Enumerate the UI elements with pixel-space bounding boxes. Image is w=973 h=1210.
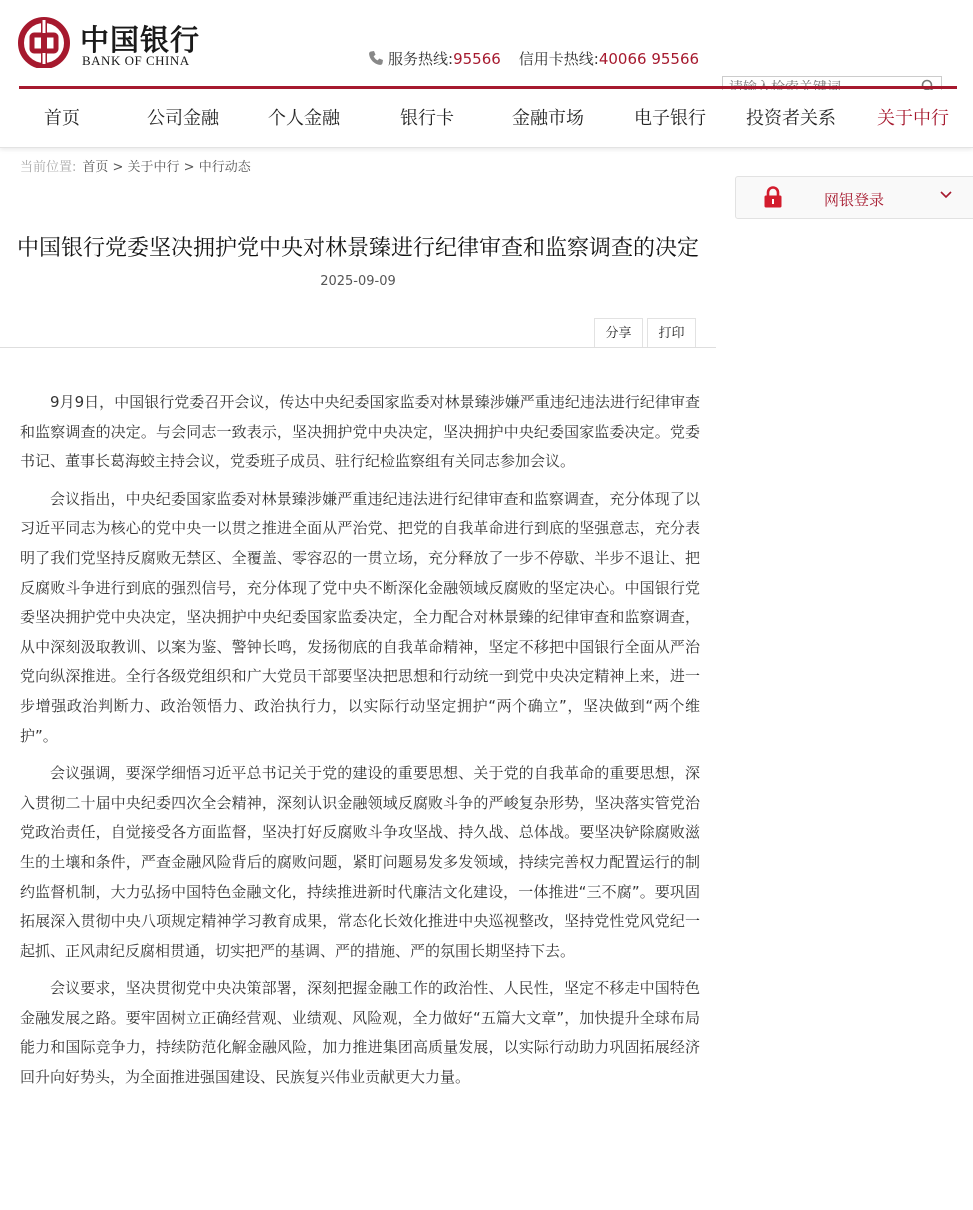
credit-hotline-number: 40066 95566 xyxy=(598,50,700,68)
article-paragraph: 会议要求，坚决贯彻党中央决策部署，深刻把握金融工作的政治性、人民性，坚定不移走中国特色金融发展之路。要牢固树立正确经营观、业绩观、风险观，全力做好“五篇大文章”，加快提升全球布局能力和国际竞争力，持续防范化解金融风险，加力推进集团高质量发展，以实际行动助力巩固拓展经济回升向好势头，为全面推进强国建设、民族复兴伟业贡献更大力量。 xyxy=(20,979,700,1087)
print-button[interactable]: 打印 xyxy=(647,318,696,348)
lock-icon xyxy=(763,186,783,208)
logo-chinese-name: 中国银行 xyxy=(80,23,201,57)
article-divider xyxy=(0,347,716,348)
nav-item-home[interactable]: 首页 xyxy=(44,108,80,129)
online-banking-login[interactable] xyxy=(735,176,973,219)
breadcrumb-path[interactable]: 首页 > 关于中行 > 中行动态 xyxy=(82,160,251,175)
breadcrumb-label: 当前位置: xyxy=(20,160,77,175)
share-button[interactable]: 分享 xyxy=(594,318,643,348)
nav-item-about[interactable]: 关于中行 xyxy=(877,108,949,129)
hotline-bar xyxy=(368,48,699,69)
article-paragraph: 9月9日，中国银行党委召开会议，传达中央纪委国家监委对林景臻涉嫌严重违纪违法进行纪律审查和监察调查的决定。与会同志一致表示，坚决拥护党中央决定，坚决拥护中央纪委国家监委决定。党委书记、董事长葛海蛟主持会议，党委班子成员、驻行纪检监察组有关同志参加会议。 xyxy=(20,393,700,471)
nav-item-ebanking[interactable]: 电子银行 xyxy=(634,108,706,129)
nav-item-personal[interactable]: 个人金融 xyxy=(268,108,340,129)
breadcrumb xyxy=(20,156,251,175)
site-header xyxy=(0,0,973,148)
phone-icon xyxy=(368,50,384,66)
article-title: 中国银行党委坚决拥护党中央对林景臻进行纪律审查和监察调查的决定 xyxy=(16,236,699,261)
article-date: 2025-09-09 xyxy=(320,274,396,289)
article-body xyxy=(20,388,700,1101)
header-divider xyxy=(19,86,957,89)
service-hotline-number: 95566 xyxy=(453,50,501,68)
service-hotline-label: 服务热线: xyxy=(388,50,454,68)
login-label: 网银登录 xyxy=(824,191,885,209)
article-paragraph: 会议指出，中央纪委国家监委对林景臻涉嫌严重违纪违法进行纪律审查和监察调查，充分体现了以习近平同志为核心的党中央一以贯之推进全面从严治党、把党的自我革命进行到底的坚强意志，充分表明了我们党坚持反腐败无禁区、全覆盖、零容忍的一贯立场，充分释放了一步不停歇、半步不退让、把反腐败斗争进行到底的强烈信号，充分体现了党中央不断深化金融领域反腐败的坚定决心。中国银行党委坚决拥护党中央决定，坚决拥护中央纪委国家监委决定，全力配合对林景臻的纪律审查和监察调查，从中深刻汲取教训、以案为鉴、警钟长鸣，发扬彻底的自我革命精神，坚定不移把中国银行全面从严治党向纵深推进。全行各级党组织和广大党员干部要坚决把思想和行动统一到党中央决定精神上来，进一步增强政治判断力、政治领悟力、政治执行力，以实际行动坚定拥护“两个确立”，坚决做到“两个维护”。 xyxy=(20,489,700,745)
chevron-down-icon[interactable] xyxy=(940,191,952,199)
logo-english-name: BANK OF CHINA xyxy=(82,53,190,68)
nav-item-corporate[interactable]: 公司金融 xyxy=(147,108,219,129)
main-nav xyxy=(0,104,973,134)
boc-logo-icon xyxy=(18,16,70,68)
nav-item-investor[interactable]: 投资者关系 xyxy=(746,108,836,129)
bank-logo[interactable] xyxy=(18,16,208,72)
credit-hotline-label: 信用卡热线: xyxy=(518,50,599,68)
article-paragraph: 会议强调，要深学细悟习近平总书记关于党的建设的重要思想、关于党的自我革命的重要思想，深入贯彻二十届中央纪委四次全会精神，深刻认识金融领域反腐败斗争的严峻复杂形势，坚决落实管党治党政治责任，自觉接受各方面监督，坚决打好反腐败斗争攻坚战、持久战、总体战。要坚决铲除腐败滋生的土壤和条件，严查金融风险背后的腐败问题，紧盯问题易发多发领域，持续完善权力配置运行的制约监督机制，大力弘扬中国特色金融文化，持续推进新时代廉洁文化建设，一体推进“三不腐”。要巩固拓展深入贯彻中央八项规定精神学习教育成果，常态化长效化推进中央巡视整改，坚持党性党风党纪一起抓、正风肃纪反腐相贯通，切实把严的基调、严的措施、严的氛围长期坚持下去。 xyxy=(20,764,700,960)
nav-item-cards[interactable]: 银行卡 xyxy=(400,108,454,129)
nav-item-markets[interactable]: 金融市场 xyxy=(512,108,584,129)
